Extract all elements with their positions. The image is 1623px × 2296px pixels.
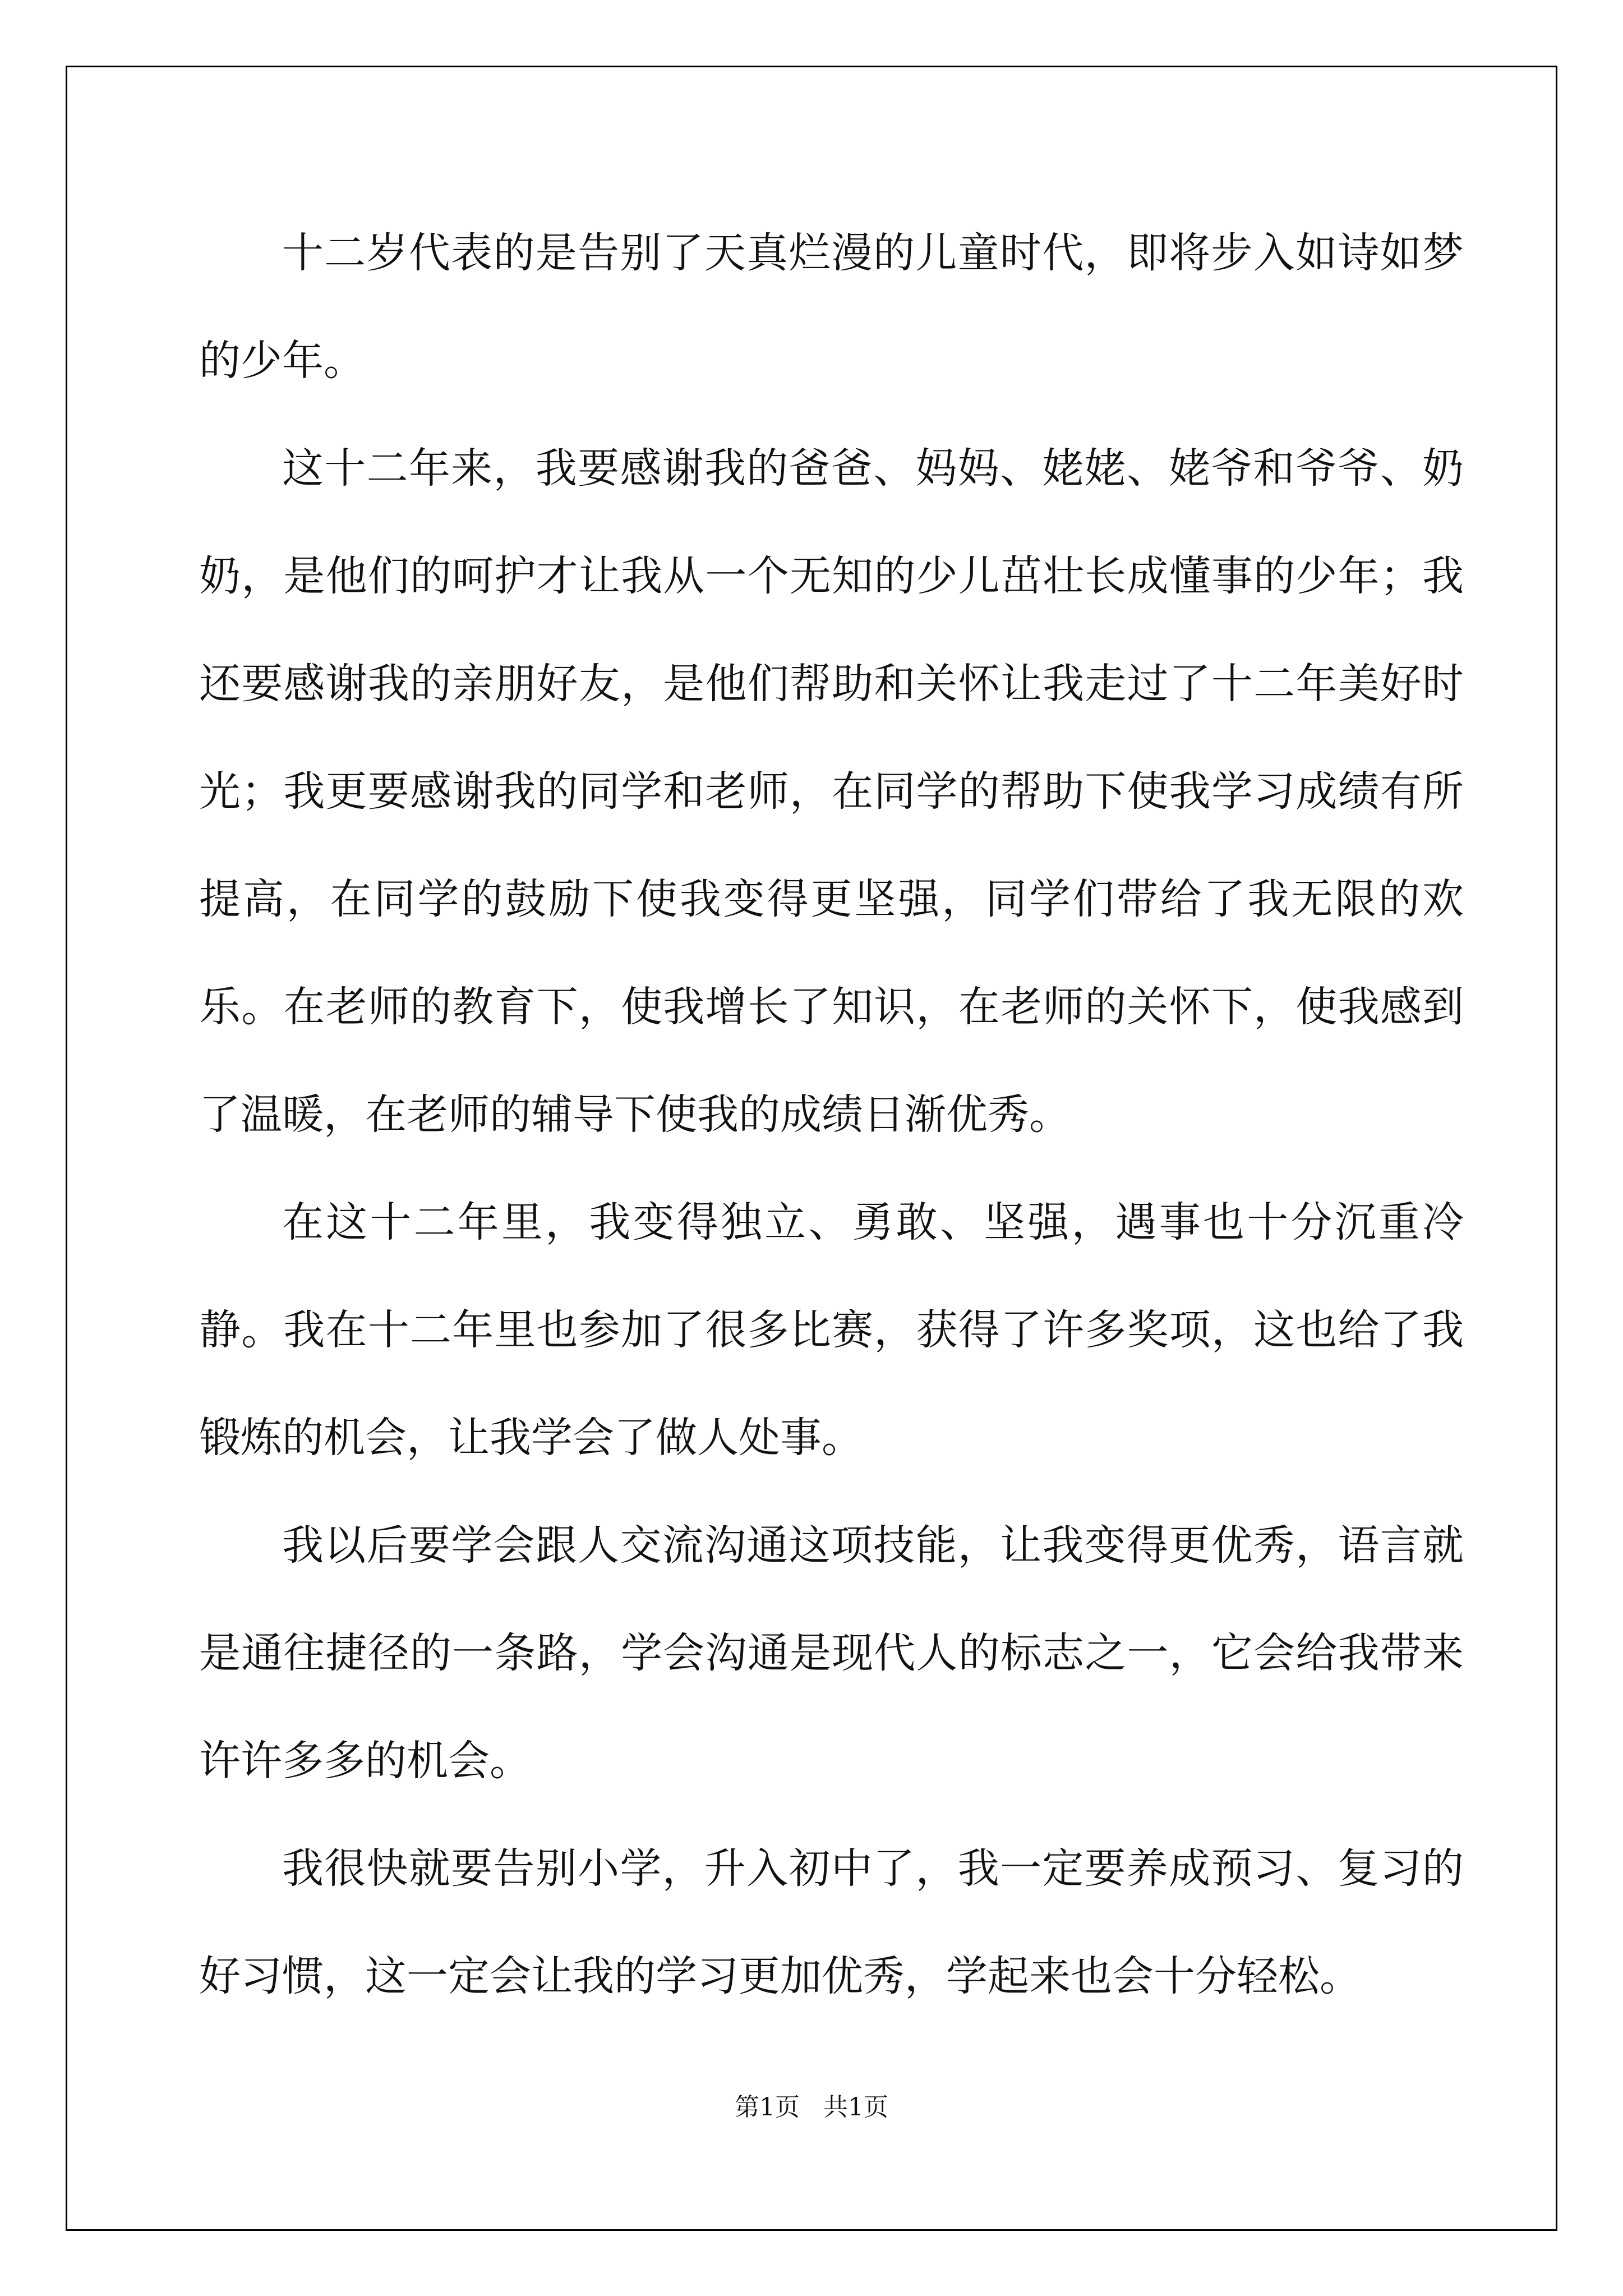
paragraph-3: 在这十二年里，我变得独立、勇敢、坚强，遇事也十分沉重冷静。我在十二年里也参加了很多比赛，获得了许多奖项，这也给了我锻炼的机会，让我学会了做人处事。 xyxy=(199,1198,1464,1462)
paragraph-5: 我很快就要告别小学，升入初中了，我一定要养成预习、复习的好习惯，这一定会让我的学习更加优秀，学起来也会十分轻松。 xyxy=(199,1844,1464,2000)
document-body xyxy=(199,199,1464,2030)
paragraph-1: 十二岁代表的是告别了天真烂漫的儿童时代，即将步入如诗如梦的少年。 xyxy=(199,229,1464,385)
paragraph-2: 这十二年来，我要感谢我的爸爸、妈妈、姥姥、姥爷和爷爷、奶奶，是他们的呵护才让我从一个无知的少儿茁壮长成懂事的少年；我还要感谢我的亲朋好友，是他们帮助和关怀让我走过了十二年美好时光；我更要感谢我的同学和老师，在同学的帮助下使我学习成绩有所提高，在同学的鼓励下使我变得更坚强，同学们带给了我无限的欢乐。在老师的教育下，使我增长了知识，在老师的关怀下，使我感到了温暖，在老师的辅导下使我的成绩日渐优秀。 xyxy=(199,444,1464,1139)
page-number-footer: 第1页 共1页 xyxy=(735,2093,888,2122)
paragraph-4: 我以后要学会跟人交流沟通这项技能，让我变得更优秀，语言就是通往捷径的一条路，学会沟通是现代人的标志之一，它会给我带来许许多多的机会。 xyxy=(199,1521,1464,1785)
